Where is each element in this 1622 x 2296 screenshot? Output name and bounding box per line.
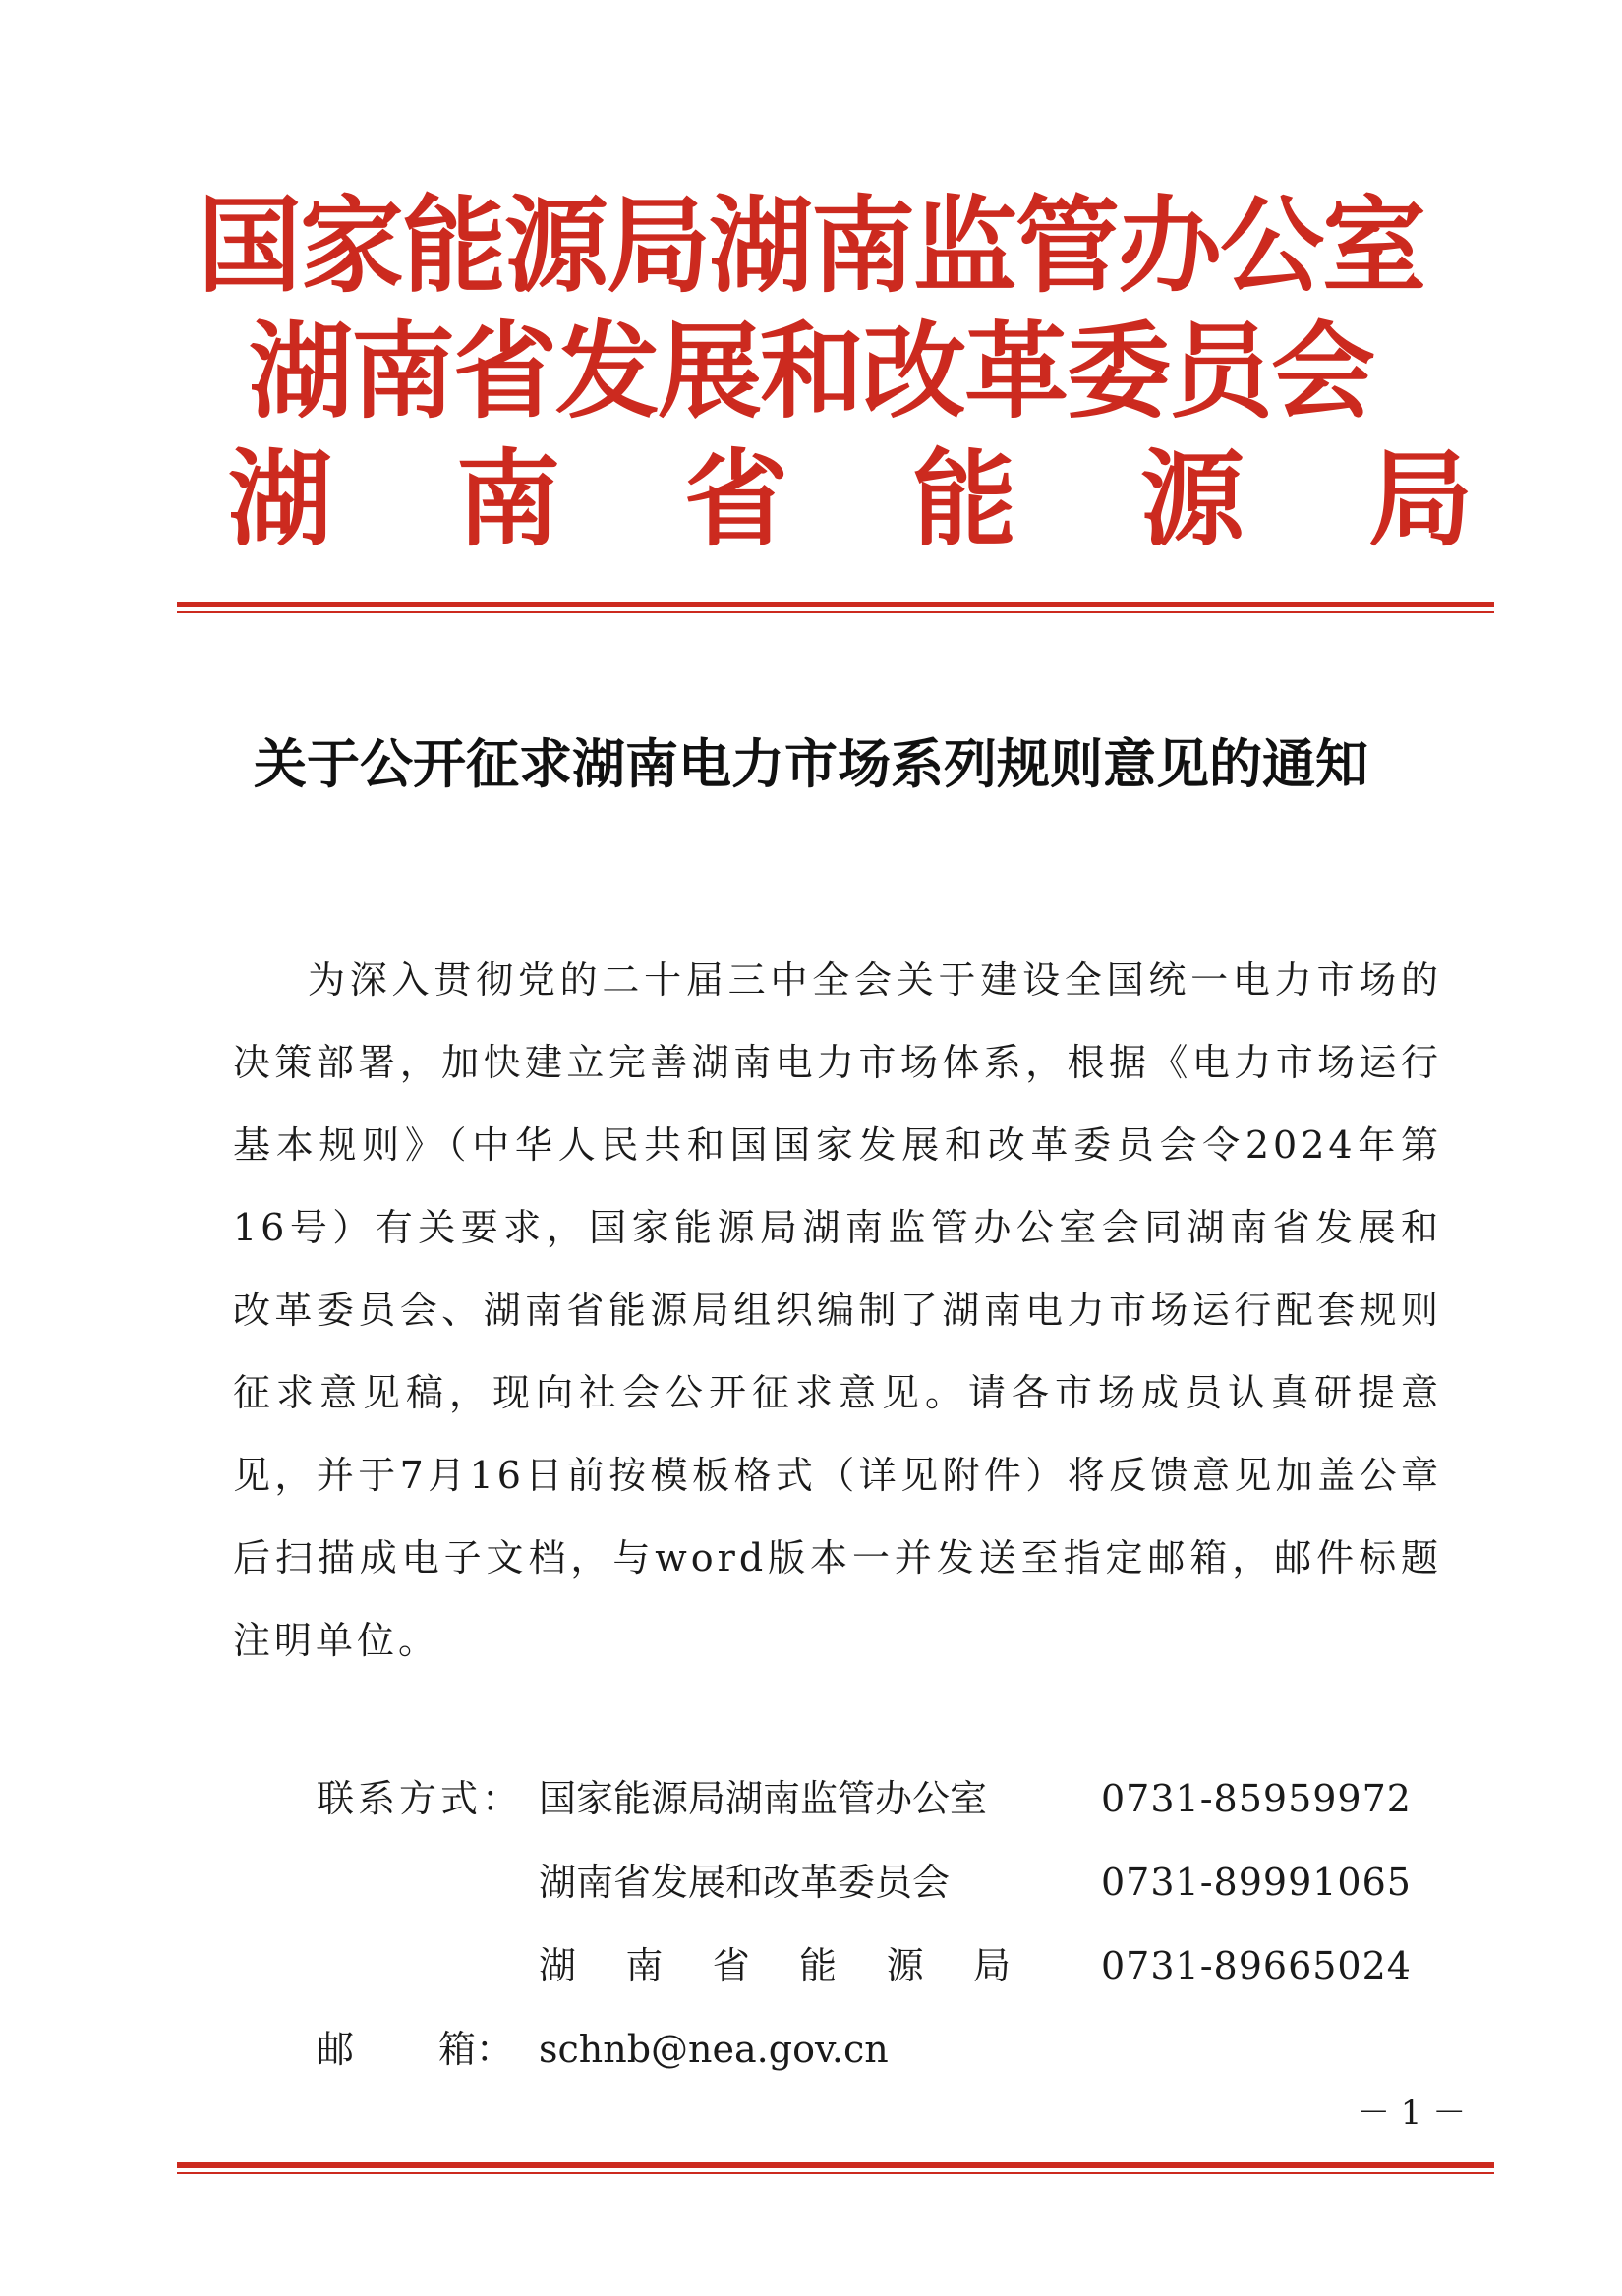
contact-org	[539, 1936, 1011, 1995]
issuer-line-3-char: 南	[456, 437, 560, 560]
issuer-line-1: 国家能源局湖南监管办公室	[198, 184, 1424, 307]
contact-org-char: 源	[886, 1944, 924, 1987]
document-title: 关于公开征求湖南电力市场系列规则意见的通知	[254, 732, 1368, 795]
contact-org-char: 湖	[539, 1944, 577, 1987]
contact-org: 湖南省发展和改革委员会	[539, 1861, 951, 1904]
contact-org-char: 局	[972, 1944, 1011, 1987]
contact-org-char: 省	[712, 1944, 750, 1987]
contact-org: 国家能源局湖南监管办公室	[539, 1777, 988, 1820]
footer-divider-thick	[177, 2162, 1494, 2168]
email-label	[317, 2020, 513, 2079]
contact-row	[0, 1936, 1622, 1995]
issuer-line-3-char: 源	[1140, 437, 1245, 560]
header-divider-thick	[177, 602, 1494, 607]
header-divider-thin	[177, 611, 1494, 613]
page-number: － 1 －	[1357, 2094, 1467, 2133]
email-address[interactable]: schnb@nea.gov.cn	[539, 2028, 889, 2071]
email-row	[0, 2020, 1622, 2079]
contact-phone: 0731-89665024	[1101, 1944, 1412, 1987]
issuer-line-3-char: 能	[912, 437, 1016, 560]
email-label-char: 邮	[317, 2028, 355, 2071]
contact-label: 联系方式：	[317, 1777, 524, 1820]
contact-org-char: 能	[799, 1944, 838, 1987]
contact-phone: 0731-89991065	[1101, 1861, 1412, 1904]
contact-row	[0, 1853, 1622, 1912]
issuer-line-3-char: 湖	[228, 437, 332, 560]
issuer-line-3-char: 局	[1368, 437, 1473, 560]
contact-row	[0, 1769, 1622, 1828]
issuer-line-3-char: 省	[684, 437, 788, 560]
issuer-line-2: 湖南省发展和改革委员会	[249, 310, 1373, 432]
contact-org-char: 南	[625, 1944, 664, 1987]
issuer-line-3	[228, 437, 1473, 560]
footer-divider-thin	[177, 2172, 1494, 2174]
body-paragraph: 为深入贯彻党的二十届三中全会关于建设全国统一电力市场的决策部署，加快建立完善湖南电力市场体系，根据《电力市场运行基本规则》（中华人民共和国国家发展和改革委员会令2024年第16号）有关要求，国家能源局湖南监管办公室会同湖南省发展和改革委员会、湖南省能源局组织编制了湖南电力市场运行配套规则征求意见稿，现向社会公开征求意见。请各市场成员认真研提意见，并于7月16日前按模板格式（详见附件）将反馈意见加盖公章后扫描成电子文档，与word版本一并发送至指定邮箱，邮件标题注明单位。	[233, 958, 1442, 1662]
contact-phone: 0731-85959972	[1101, 1777, 1412, 1820]
email-label-char: 箱：	[437, 2028, 513, 2071]
